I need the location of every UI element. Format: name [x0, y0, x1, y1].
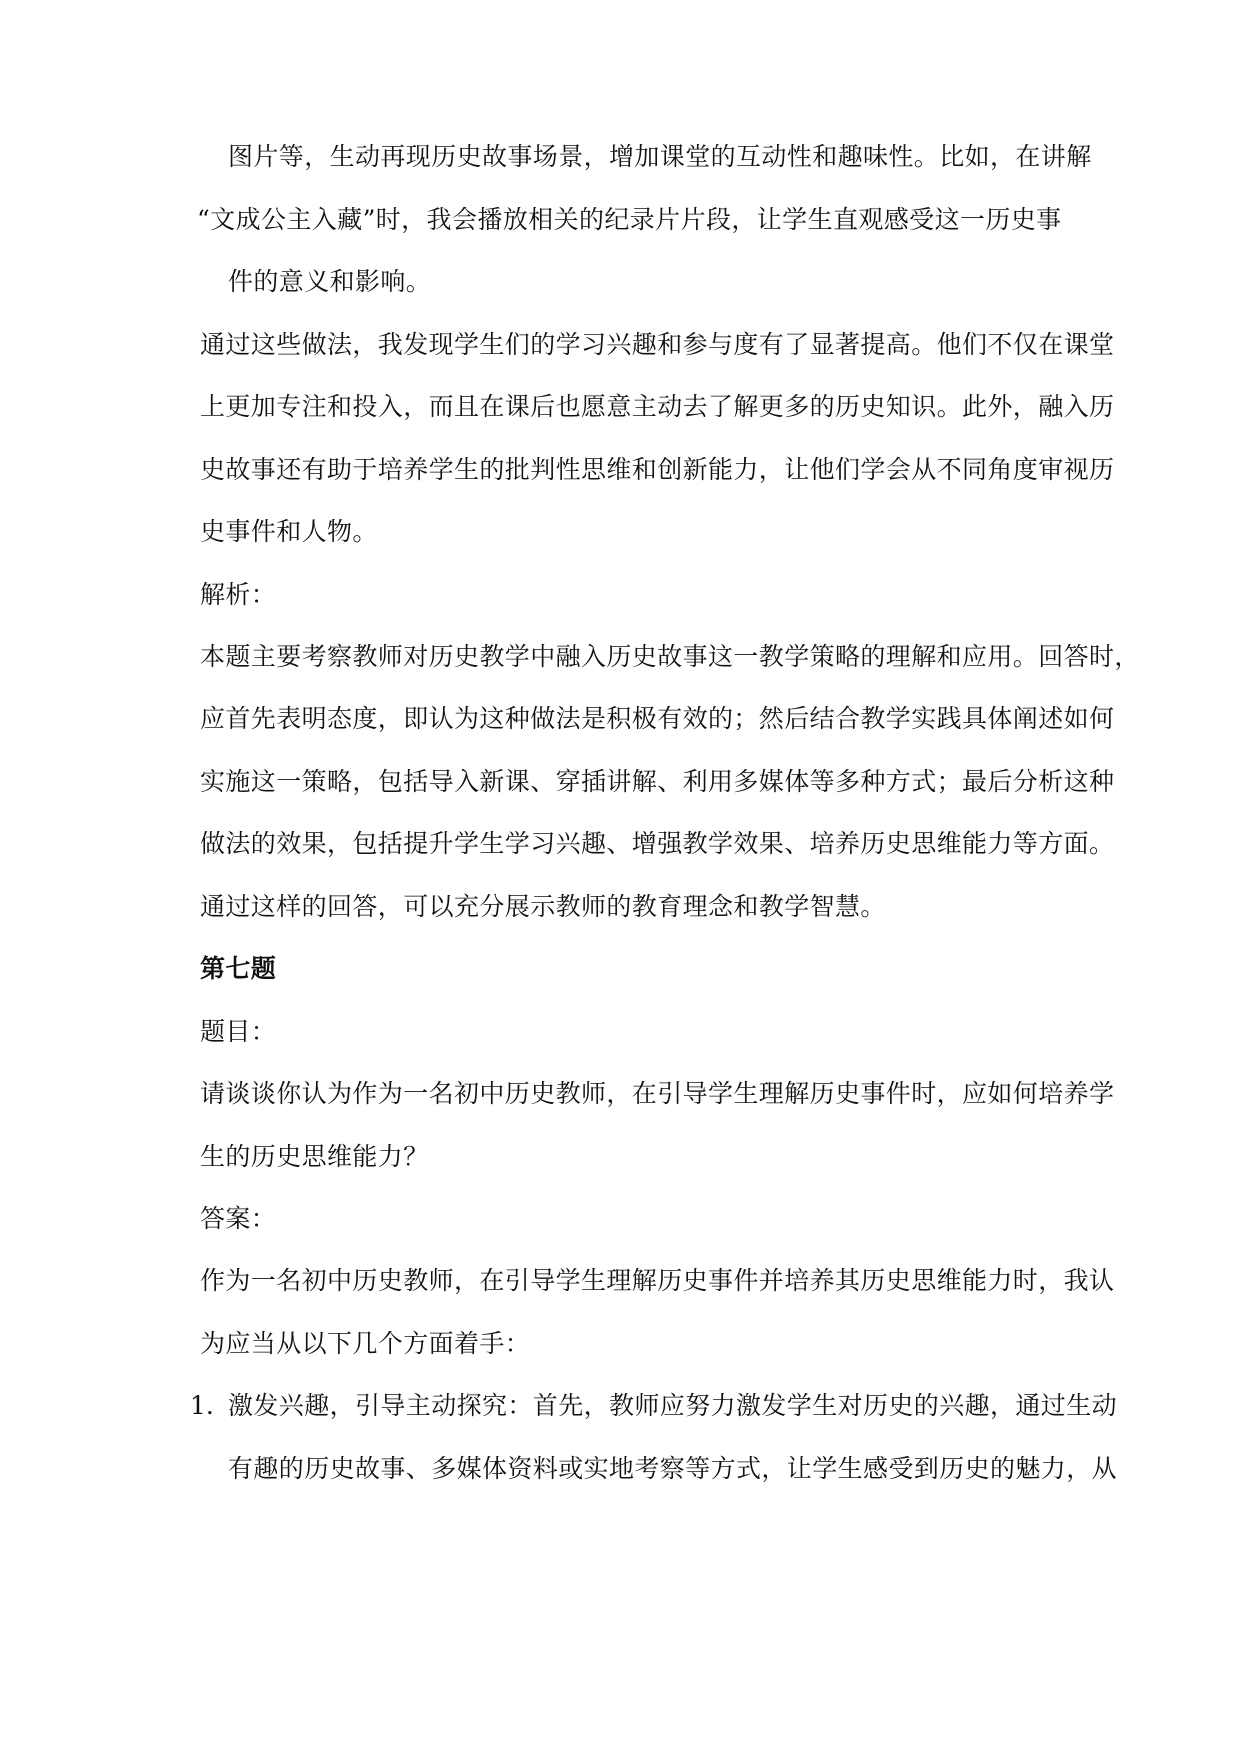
question-line-1: 请谈谈你认为作为一名初中历史教师，在引导学生理解历史事件时，应如何培养学 [200, 1079, 1115, 1108]
analysis-line-2: 应首先表明态度，即认为这种做法是积极有效的；然后结合教学实践具体阐述如何 [200, 704, 1115, 733]
list-item-line-2: 有趣的历史故事、多媒体资料或实地考察等方式，让学生感受到历史的魅力，从 [228, 1454, 1118, 1483]
analysis-line-4: 做法的效果，包括提升学生学习兴趣、增强教学效果、培养历史思维能力等方面。 [200, 829, 1115, 858]
analysis-line-1: 本题主要考察教师对历史教学中融入历史故事这一教学策略的理解和应用。回答时， [200, 642, 1140, 671]
section-heading: 第七题 [200, 954, 277, 983]
continuation-line-3: 件的意义和影响。 [228, 267, 432, 296]
list-item-number: 1. [190, 1391, 214, 1420]
answer-intro-line-2: 为应当从以下几个方面着手： [200, 1329, 531, 1358]
continuation-line-2: “文成公主入藏”时，我会播放相关的纪录片片段，让学生直观感受这一历史事 [197, 205, 1062, 234]
question-label: 题目： [200, 1017, 277, 1046]
analysis-label: 解析： [200, 580, 277, 609]
answer-intro-line-1: 作为一名初中历史教师，在引导学生理解历史事件并培养其历史思维能力时，我认 [200, 1266, 1115, 1295]
answer-label: 答案： [200, 1204, 277, 1233]
list-item-line-1: 激发兴趣，引导主动探究：首先，教师应努力激发学生对历史的兴趣，通过生动 [228, 1391, 1118, 1420]
analysis-line-5: 通过这样的回答，可以充分展示教师的教育理念和教学智慧。 [200, 892, 886, 921]
analysis-line-3: 实施这一策略，包括导入新课、穿插讲解、利用多媒体等多种方式；最后分析这种 [200, 767, 1115, 796]
effect-paragraph-line-1: 通过这些做法，我发现学生们的学习兴趣和参与度有了显著提高。他们不仅在课堂 [200, 330, 1115, 359]
effect-paragraph-line-4: 史事件和人物。 [200, 517, 378, 546]
effect-paragraph-line-2: 上更加专注和投入，而且在课后也愿意主动去了解更多的历史知识。此外，融入历 [200, 392, 1115, 421]
effect-paragraph-line-3: 史故事还有助于培养学生的批判性思维和创新能力，让他们学会从不同角度审视历 [200, 455, 1115, 484]
question-line-2: 生的历史思维能力？ [200, 1142, 429, 1171]
continuation-line-1: 图片等，生动再现历史故事场景，增加课堂的互动性和趣味性。比如，在讲解 [228, 142, 1092, 171]
